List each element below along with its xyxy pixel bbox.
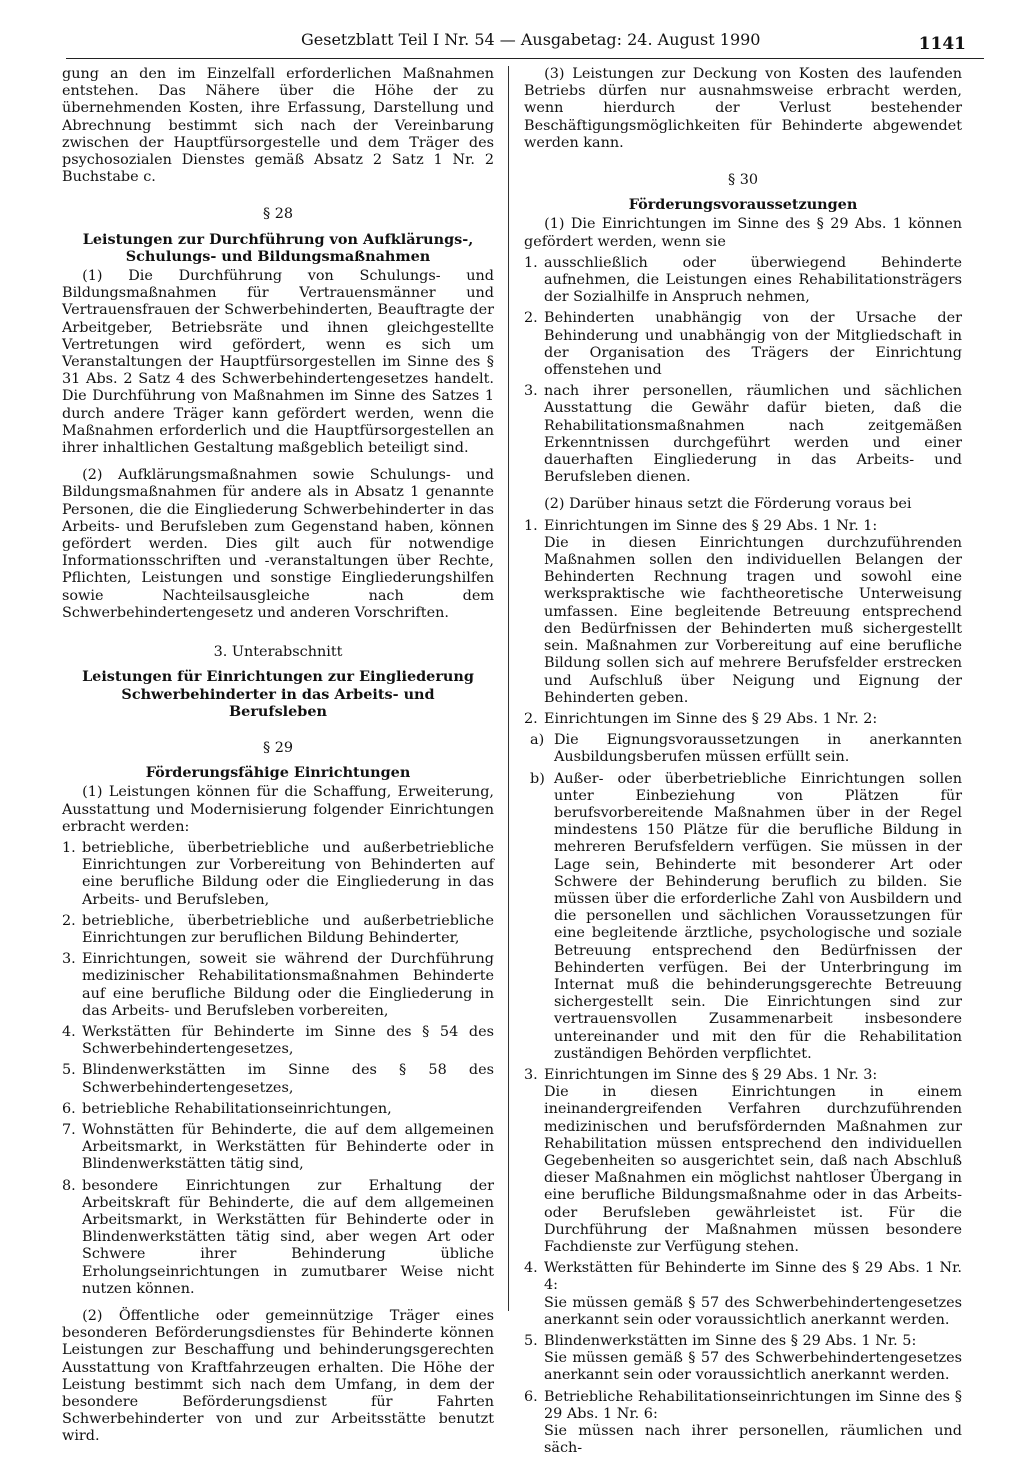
list-item: 5. Blindenwerkstätten im Sinne des § 58 des Schwerbehindertengesetzes, [62,1062,494,1096]
list-item: 3. Einrichtungen, soweit sie während der Durchführung medizinischer Rehabilitationsmaßnahmen Behinderte auf eine berufliche Bildung oder die Eingliederung in das Arbeits- und Berufsleben vorbereiten, [62,951,494,1019]
header-title: Gesetzblatt Teil I Nr. 54 — Ausgabetag: 24. August 1990 [301,30,761,49]
section-29-paragraph-2: (2) Öffentliche oder gemeinnützige Träger eines besonderen Beförderungsdienstes für Behinderte können Leistungen zur Beschaffung und behinderungsgerechten Ausstattung von Kraftfahrzeugen erhalten. Die Höhe der Leistung bestimmt sich nach dem Umfang, in dem der besondere Beförderungsdienst für Fahrten Schwerbehinderter von und zur Arbeitsstätte benutzt wird. [62,1308,494,1445]
list-item: 4. Werkstätten für Behinderte im Sinne des § 54 des Schwerbehindertengesetzes, [62,1023,494,1058]
list-item-4: 4. Werkstätten für Behinderte im Sinne des § 29 Abs. 1 Nr. 4: Sie müssen gemäß § 57 des Schwerbehindertengesetzes anerkannt sein oder voraussichtlich anerkannt werden. [524,1260,962,1328]
right-column [524,66,962,1457]
list-item: 1. ausschließlich oder überwiegend Behinderte aufnehmen, die Leistungen eines Rehabilitationsträgers der Sozialhilfe in Anspruch nehmen, [524,254,962,306]
list-item: 7. Wohnstätten für Behinderte, die auf dem allgemeinen Arbeitsmarkt, in Werkstätten für Behinderte oder in Blindenwerkstätten tätig sind, [62,1121,494,1173]
list-item: 1. betriebliche, überbetriebliche und außerbetriebliche Einrichtungen zur Vorbereitung von Behinderten auf eine berufliche Bildung oder die Eingliederung in das Arbeits- und Berufsleben, [62,839,494,908]
sub-item-b: b) Außer- oder überbetriebliche Einrichtungen sollen unter Einbeziehung von Plätzen für berufsvorbereitende Maßnahmen über in der Regel mindestens 150 Plätze für die berufliche Bildung in mehreren Berufsfeldern verfügen. Sie müssen in der Lage sein, Behinderte mit besonderer Art oder Schwere der Behinderung beruflich zu bilden. Sie müssen über die erforderliche Zahl von Ausbildern und die personellen und sächlichen Voraussetzungen für eine begleitende ärztliche, psychologische und soziale Betreuung entsprechend den Bedürfnissen der Behinderten verfügen. Bei der Unterbringung im Internat muß die behinderungsgerechte Betreuung sichergestellt sein. Die Einrichtungen sind zur vertrauensvollen Zusammenarbeit insbesondere untereinander und mit den für die Rehabilitation zuständigen Behörden verpflichtet. [530,770,962,1062]
section-29-title: Förderungsfähige Einrichtungen [145,764,411,782]
list-item-text: Sie müssen nach ihrer personellen, räumlichen und säch- [544,1423,962,1457]
list-item: 2. Behinderten unabhängig von der Ursache der Behinderung und unabhängig von der Mitgliedschaft in der Organisation des Trägers der Einrichtung offenstehen und [524,310,962,379]
section-28-paragraph-1: (1) Die Durchführung von Schulungs- und Bildungsmaßnahmen für Vertrauensmänner und Vertrauensfrauen der Schwerbehinderten, Beauftragte der Arbeitgeber, Betriebsräte und ihnen gleichgestellte Vertretungen wird gefördert, wenn es sich um Veranstaltungen der Hauptfürsorgestellen im Sinne des § 31 Abs. 2 Satz 4 des Schwerbehindertengesetzes handelt. Die Durchführung von Maßnahmen im Sinne des Satzes 1 durch andere Träger kann gefördert werden, wenn die Maßnahmen erforderlich und die Hauptfürsorgestellen an ihrer inhaltlichen Gestaltung maßgeblich beteiligt sind. [62,268,494,457]
list-item-heading: Einrichtungen im Sinne des § 29 Abs. 1 Nr. 2: [544,710,878,727]
section-30-paragraph-1: (1) Die Einrichtungen im Sinne des § 29 Abs. 1 können gefördert werden, wenn sie [524,216,962,250]
list-item-text: Sie müssen gemäß § 57 des Schwerbehindertengesetzes anerkannt sein oder voraussichtlich anerkannt werden. [544,1350,962,1384]
list-item-heading: Blindenwerkstätten im Sinne des § 29 Abs. 1 Nr. 5: [544,1333,917,1350]
list-item-5: 5. Blindenwerkstätten im Sinne des § 29 Abs. 1 Nr. 5: Sie müssen gemäß § 57 des Schwerbehindertengesetzes anerkannt sein oder voraussichtlich anerkannt werden. [524,1333,962,1384]
subsection-3-title: Leistungen für Einrichtungen zur Eingliederung Schwerbehinderter in das Arbeits- und Berufsleben [82,668,474,720]
list-item: 3. nach ihrer personellen, räumlichen und sächlichen Ausstattung die Gewähr dafür bieten, daß die Rehabilitationsmaßnahmen nach zeitgemäßen Erkenntnissen durchgeführt werden und einer dauerhaften Eingliederung in das Arbeits- und Berufsleben dienen. [524,383,962,486]
section-30-paragraph-2: (2) Darüber hinaus setzt die Förderung voraus bei [544,496,912,513]
section-28-title: Leistungen zur Durchführung von Aufklärungs-, Schulungs- und Bildungsmaßnahmen [82,230,474,265]
list-item-text: Sie müssen gemäß § 57 des Schwerbehindertengesetzes anerkannt sein oder voraussichtlich anerkannt werden. [544,1294,962,1328]
list-item-heading: Werkstätten für Behinderte im Sinne des § 29 Abs. 1 Nr. 4: [544,1260,962,1294]
section-29-label: § 29 [262,739,294,756]
list-item-heading: Einrichtungen im Sinne des § 29 Abs. 1 Nr. 3: [544,1066,878,1083]
section-28-paragraph-2: (2) Aufklärungsmaßnahmen sowie Schulungs- und Bildungsmaßnahmen für andere als in Absatz 1 genannte Personen, die die Eingliederung Schwerbehinderter in das Arbeits- und Berufsleben zum Gegenstand haben, können gefördert werden. Dies gilt auch für notwendige Informationsschriften und -veranstaltungen über Rechte, Pflichten, Leistungen und sonstige Eingliederungshilfen sowie Nachteilsausgleiche nach dem Schwerbehindertengesetz und anderen Vorschriften. [62,467,494,621]
intro-paragraph: gung an den im Einzelfall erforderlichen Maßnahmen entstehen. Das Nähere über die Höhe der zu übernehmenden Kosten, ihre Erfassung, Darstellung und Abrechnung bestimmt sich nach der Vereinbarung zwischen der Hauptfürsorgestelle und dem Träger des psychosozialen Dienstes gemäß Absatz 2 Satz 1 Nr. 2 Buchstabe c. [62,66,494,186]
list-item-3: 3. Einrichtungen im Sinne des § 29 Abs. 1 Nr. 3: Die in diesen Einrichtungen in einem ineinandergreifenden Verfahren durchzuführenden medizinischen und berufsfördernden Maßnahmen zur Rehabilitation müssen entsprechend den individuellen Gegebenheiten so ausgerichtet sein, daß nach Abschluß dieser Maßnahmen ein möglichst nahtloser Übergang in eine berufliche Bildungsmaßnahme oder in das Arbeits- oder Berufsleben gewährleistet ist. Für die Durchführung der Maßnahmen müssen besondere Fachdienste zur Verfügung stehen. [524,1066,962,1255]
list-item-1: 1. Einrichtungen im Sinne des § 29 Abs. 1 Nr. 1: Die in diesen Einrichtungen durchzuführenden Maßnahmen sollen den individuellen Belangen der Behinderten Rechnung tragen und sowohl eine werkspraktische wie fachtheoretische Unterweisung umfassen. Eine begleitende Betreuung entsprechend den Bedürfnissen der Behinderten muß sichergestellt sein. Maßnahmen zur Vorbereitung auf eine berufliche Bildung sollen sich auf mehrere Berufsfelder erstrecken und Aufschluß über Neigung und Eignung der Behinderten geben. [524,517,962,706]
section-30-title: Förderungsvoraussetzungen [628,196,858,214]
list-item-heading: Einrichtungen im Sinne des § 29 Abs. 1 Nr. 1: [544,517,878,534]
subsection-3-label: 3. Unterabschnitt [213,644,343,661]
column-divider [508,66,509,1311]
section-29-paragraph-1: (1) Leistungen können für die Schaffung, Erweiterung, Ausstattung und Modernisierung folgender Einrichtungen erbracht werden: [62,784,494,835]
section-28-label: § 28 [262,206,294,223]
list-item-6: 6. Betriebliche Rehabilitationseinrichtungen im Sinne des § 29 Abs. 1 Nr. 6: Sie müssen nach ihrer personellen, räumlichen und säch- [524,1388,962,1457]
list-item-text: Die in diesen Einrichtungen in einem ineinandergreifenden Verfahren durchzuführenden medizinischen und berufsfördernden Maßnahmen zur Rehabilitation müssen entsprechend den individuellen Gegebenheiten so ausgerichtet sein, daß nach Abschluß dieser Maßnahmen ein möglichst nahtloser Übergang in eine berufliche Bildungsmaßnahme oder in das Arbeits- oder Berufsleben gewährleistet ist. Für die Durchführung der Maßnahmen müssen besondere Fachdienste zur Verfügung stehen. [544,1084,962,1255]
list-item-text: Die in diesen Einrichtungen durchzuführenden Maßnahmen sollen den individuellen Belangen der Behinderten Rechnung tragen und sowohl eine werkspraktische wie fachtheoretische Unterweisung umfassen. Eine begleitende Betreuung entsprechend den Bedürfnissen der Behinderten muß sichergestellt sein. Maßnahmen zur Vorbereitung auf eine berufliche Bildung sollen sich auf mehrere Berufsfelder erstrecken und Aufschluß über Neigung und Eignung der Behinderten geben. [544,534,962,706]
left-column [62,66,494,1445]
list-item-2: 2. Einrichtungen im Sinne des § 29 Abs. 1 Nr. 2: [524,711,962,728]
page-number: 1141 [918,34,966,54]
page-header [66,30,984,59]
list-item-heading: Betriebliche Rehabilitationseinrichtungen im Sinne des § 29 Abs. 1 Nr. 6: [544,1388,962,1422]
sub-item-a: a) Die Eignungsvoraussetzungen in anerkannten Ausbildungsberufen müssen erfüllt sein. [530,732,962,766]
list-item: 6. betriebliche Rehabilitationseinrichtungen, [62,1100,392,1117]
list-item: 2. betriebliche, überbetriebliche und außerbetriebliche Einrichtungen zur beruflichen Bildung Behinderter, [62,912,494,946]
list-item: 8. besondere Einrichtungen zur Erhaltung der Arbeitskraft für Behinderte, die auf dem allgemeinen Arbeitsmarkt, in Werkstätten für Behinderte oder in Blindenwerkstätten tätig sind, aber wegen Art oder Schwere ihrer Behinderung übliche Erholungseinrichtungen in zumutbarer Weise nicht nutzen können. [62,1177,494,1297]
section-30-label: § 30 [727,172,759,189]
section-29-paragraph-3: (3) Leistungen zur Deckung von Kosten des laufenden Betriebs dürfen nur ausnahmsweise erbracht werden, wenn hierdurch der Verlust bestehender Beschäftigungsmöglichkeiten für Behinderte abgewendet werden kann. [524,66,962,151]
